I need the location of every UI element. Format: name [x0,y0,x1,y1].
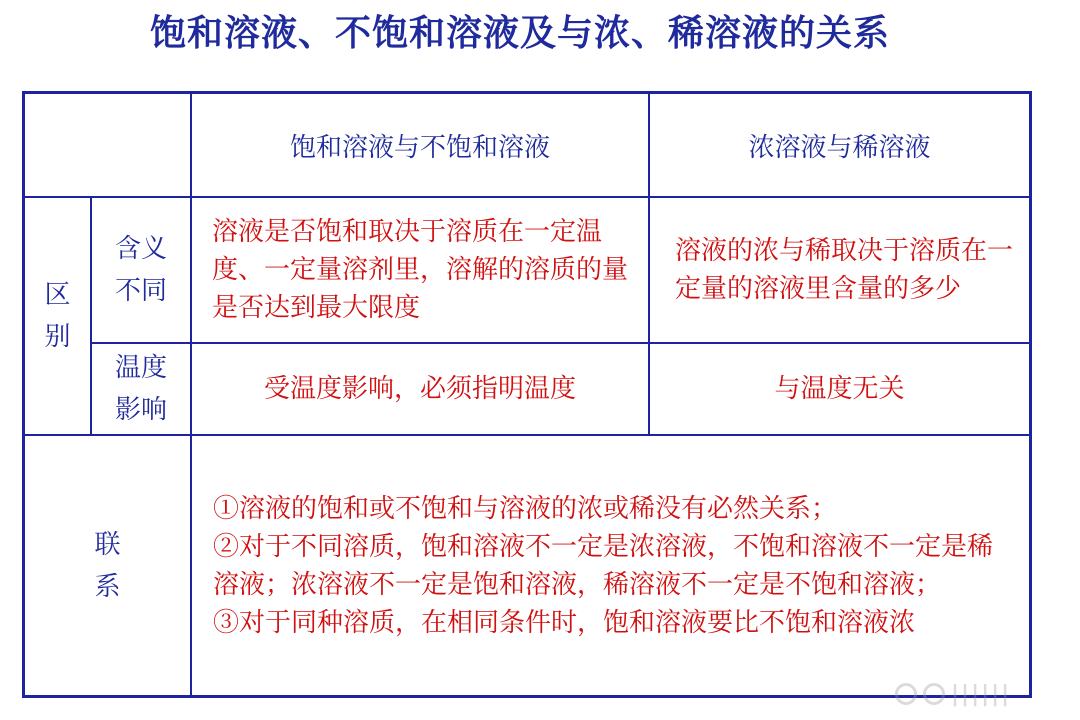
watermark-circle-icon [895,683,917,705]
watermark-mark: |||||| [951,681,1012,707]
cell-temperature-saturated-text: 受温度影响，必须指明温度 [263,374,576,404]
cell-relation-list [213,436,1003,695]
comparison-table [22,91,1032,698]
cell-temperature-concentrated-text: 与温度无关 [774,374,905,404]
group-label-difference [25,198,90,434]
relation-item: ①溶液的饱和或不饱和与溶液的浓或稀没有必然关系； [213,493,838,524]
header-saturated-label: 饱和溶液与不饱和溶液 [289,132,550,163]
header-concentrated [650,94,1029,196]
cell-meaning-saturated-text: 溶液是否饱和取决于溶质在一定温度、一定量溶剂里，溶解的溶质的量是否达到最大限度 [212,217,629,323]
header-saturated [192,94,648,196]
relation-item: ②对于不同溶质，饱和溶液不一定是浓溶液，不饱和溶液不一定是稀溶液；浓溶液不一定是饱和溶液，稀溶液不一定是不饱和溶液； [213,531,994,600]
header-concentrated-label: 浓溶液与稀溶液 [748,132,931,163]
cell-meaning-concentrated-text: 溶液的浓与稀取决于溶质在一定量的溶液里含量的多少 [675,236,1014,304]
row-label-temperature-text: 温度影响 [114,353,167,425]
relation-item: ③对于同种溶质，在相同条件时，饱和溶液要比不饱和溶液浓 [213,607,916,638]
row-label-temperature [92,344,190,434]
cell-temperature-saturated [192,344,648,434]
row-label-relation-text: 联系 [94,529,121,602]
row-label-meaning [92,198,190,342]
row-label-relation [25,436,190,695]
watermark-logo [895,680,1075,708]
group-label-text: 区别 [44,280,71,352]
cell-meaning-concentrated [675,198,1015,342]
page-title: 饱和溶液、不饱和溶液及与浓、稀溶液的关系 [149,12,890,54]
cell-meaning-saturated [212,198,632,342]
cell-temperature-concentrated [650,344,1029,434]
watermark-circle-icon [923,683,945,705]
row-label-meaning-text: 含义不同 [114,234,167,306]
